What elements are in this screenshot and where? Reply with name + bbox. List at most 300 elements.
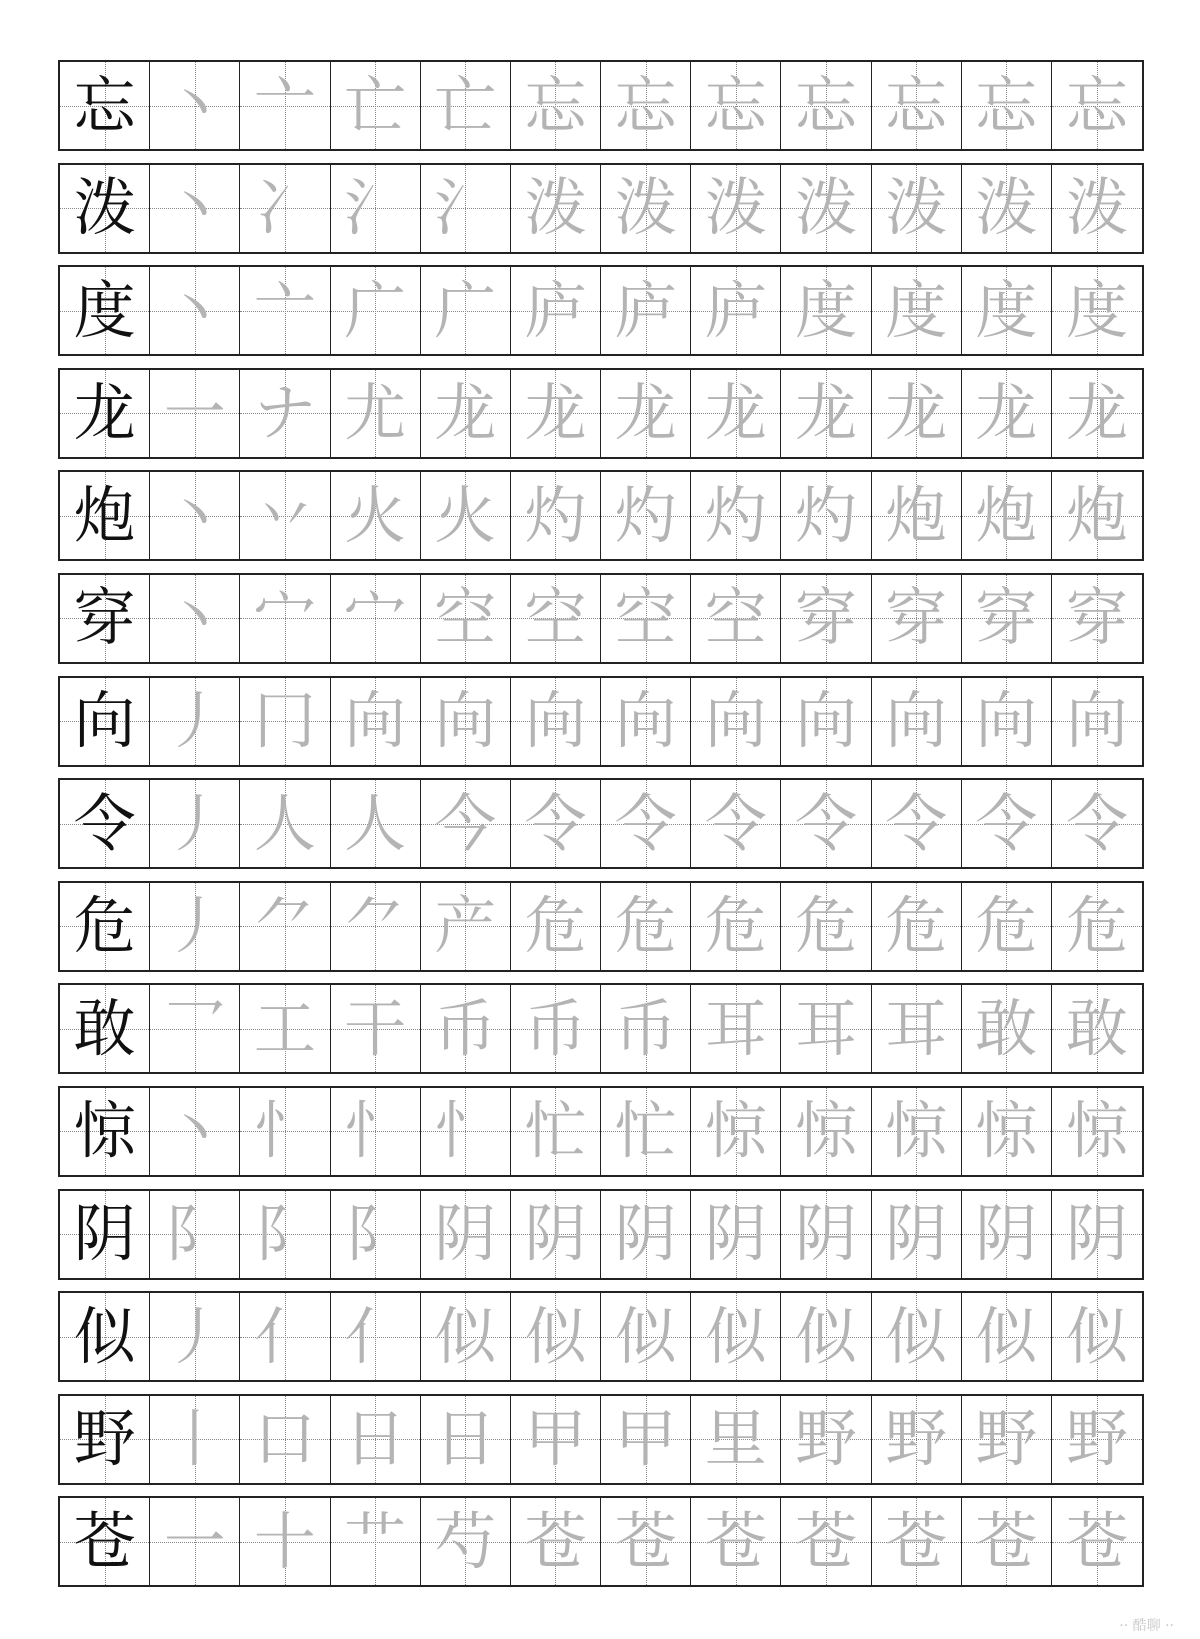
stroke-step-cell: [872, 370, 962, 457]
stroke-step-cell: [1052, 1293, 1142, 1380]
practice-row: [58, 60, 1144, 151]
stroke-step-glyph: 币: [434, 991, 497, 1065]
model-character: 忘: [73, 68, 136, 142]
stroke-step-cell: [240, 1191, 330, 1278]
practice-row: [58, 265, 1144, 356]
stroke-step-glyph: 忘: [1065, 68, 1128, 142]
stroke-step-glyph: 十: [253, 1504, 316, 1578]
stroke-step-glyph: 阴: [524, 1197, 587, 1271]
stroke-step-cell: [601, 62, 691, 149]
stroke-step-cell: [962, 370, 1052, 457]
stroke-step-cell: [872, 165, 962, 252]
stroke-step-glyph: 泼: [885, 171, 948, 245]
stroke-step-cell: [601, 472, 691, 559]
stroke-step-cell: [331, 1498, 421, 1585]
stroke-step-cell: [601, 883, 691, 970]
stroke-step-cell: [872, 1088, 962, 1175]
stroke-step-cell: [511, 62, 601, 149]
model-character-cell: [60, 267, 150, 354]
stroke-step-cell: [872, 1498, 962, 1585]
stroke-step-glyph: 灼: [614, 478, 677, 552]
stroke-step-cell: [962, 267, 1052, 354]
stroke-step-glyph: 火: [434, 478, 497, 552]
stroke-step-glyph: 人: [344, 786, 407, 860]
stroke-step-glyph: 惊: [975, 1094, 1038, 1168]
stroke-step-glyph: 空: [524, 581, 587, 655]
stroke-step-glyph: 阝: [253, 1197, 316, 1271]
stroke-step-glyph: 苍: [794, 1504, 857, 1578]
stroke-step-cell: [1052, 780, 1142, 867]
stroke-step-cell: [781, 678, 871, 765]
stroke-step-cell: [421, 62, 511, 149]
stroke-step-cell: [240, 1293, 330, 1380]
stroke-step-glyph: 灼: [524, 478, 587, 552]
stroke-step-glyph: 宀: [344, 581, 407, 655]
model-character-cell: [60, 1191, 150, 1278]
stroke-step-glyph: 野: [1065, 1402, 1128, 1476]
model-character: 令: [73, 786, 136, 860]
stroke-step-cell: [150, 1191, 240, 1278]
stroke-step-cell: [421, 575, 511, 662]
practice-row: [58, 676, 1144, 767]
stroke-step-cell: [331, 370, 421, 457]
stroke-step-glyph: 忘: [794, 68, 857, 142]
stroke-step-cell: [421, 267, 511, 354]
stroke-step-glyph: ⺈: [344, 889, 407, 963]
stroke-step-glyph: 尤: [344, 376, 407, 450]
stroke-step-glyph: 亻: [344, 1299, 407, 1373]
stroke-step-glyph: 苍: [885, 1504, 948, 1578]
stroke-step-glyph: 苍: [524, 1504, 587, 1578]
stroke-step-glyph: 空: [704, 581, 767, 655]
practice-row: [58, 778, 1144, 869]
stroke-step-cell: [421, 780, 511, 867]
stroke-step-cell: [781, 883, 871, 970]
practice-row: [58, 881, 1144, 972]
stroke-step-cell: [1052, 1498, 1142, 1585]
stroke-step-cell: [331, 1088, 421, 1175]
stroke-step-cell: [421, 1396, 511, 1483]
stroke-step-glyph: 工: [253, 991, 316, 1065]
stroke-step-glyph: 冂: [253, 684, 316, 758]
stroke-step-glyph: 龙: [614, 376, 677, 450]
practice-row: [58, 1394, 1144, 1485]
stroke-step-cell: [601, 165, 691, 252]
stroke-step-cell: [601, 1293, 691, 1380]
stroke-step-cell: [691, 1396, 781, 1483]
practice-row: [58, 1189, 1144, 1280]
stroke-step-cell: [240, 985, 330, 1072]
stroke-step-cell: [872, 575, 962, 662]
stroke-step-cell: [962, 780, 1052, 867]
model-character-cell: [60, 1498, 150, 1585]
stroke-step-cell: [511, 1088, 601, 1175]
stroke-step-glyph: 庐: [524, 273, 587, 347]
stroke-step-cell: [962, 883, 1052, 970]
practice-row: [58, 1291, 1144, 1382]
stroke-step-cell: [691, 62, 781, 149]
stroke-step-cell: [1052, 1191, 1142, 1278]
stroke-step-glyph: 今: [434, 786, 497, 860]
model-character: 敢: [73, 991, 136, 1065]
stroke-step-cell: [331, 62, 421, 149]
model-character: 危: [73, 889, 136, 963]
stroke-step-cell: [691, 1088, 781, 1175]
stroke-step-glyph: 日: [344, 1402, 407, 1476]
stroke-step-cell: [240, 62, 330, 149]
stroke-step-glyph: 向: [704, 684, 767, 758]
stroke-step-cell: [691, 678, 781, 765]
model-character-cell: [60, 883, 150, 970]
stroke-step-glyph: 阝: [344, 1197, 407, 1271]
stroke-step-glyph: 忘: [614, 68, 677, 142]
model-character-cell: [60, 62, 150, 149]
stroke-step-cell: [691, 267, 781, 354]
stroke-step-cell: [150, 1396, 240, 1483]
stroke-step-glyph: 阴: [885, 1197, 948, 1271]
stroke-step-glyph: 危: [704, 889, 767, 963]
stroke-step-cell: [150, 883, 240, 970]
stroke-step-cell: [421, 1191, 511, 1278]
stroke-step-cell: [872, 1396, 962, 1483]
stroke-step-glyph: 惊: [794, 1094, 857, 1168]
stroke-step-glyph: 阝: [163, 1197, 226, 1271]
model-character: 似: [73, 1299, 136, 1373]
stroke-step-glyph: 龙: [704, 376, 767, 450]
stroke-step-cell: [240, 1396, 330, 1483]
stroke-step-glyph: 广: [434, 273, 497, 347]
stroke-step-cell: [601, 780, 691, 867]
stroke-step-cell: [691, 883, 781, 970]
stroke-step-glyph: 阴: [1065, 1197, 1128, 1271]
practice-row: [58, 368, 1144, 459]
stroke-step-cell: [150, 472, 240, 559]
stroke-step-cell: [421, 1088, 511, 1175]
stroke-step-cell: [872, 1293, 962, 1380]
stroke-step-cell: [691, 370, 781, 457]
stroke-step-cell: [331, 1396, 421, 1483]
practice-row: [58, 573, 1144, 664]
model-character-cell: [60, 985, 150, 1072]
stroke-step-glyph: 丿: [163, 684, 226, 758]
stroke-step-glyph: 野: [975, 1402, 1038, 1476]
model-character-cell: [60, 780, 150, 867]
stroke-step-glyph: 一: [163, 376, 226, 450]
stroke-step-cell: [511, 678, 601, 765]
stroke-step-cell: [421, 985, 511, 1072]
stroke-step-glyph: 向: [524, 684, 587, 758]
stroke-step-cell: [1052, 883, 1142, 970]
stroke-step-cell: [962, 1396, 1052, 1483]
stroke-step-cell: [781, 165, 871, 252]
stroke-step-glyph: 向: [1065, 684, 1128, 758]
stroke-step-glyph: 忘: [704, 68, 767, 142]
stroke-step-glyph: 龙: [524, 376, 587, 450]
stroke-step-cell: [601, 1191, 691, 1278]
practice-row: [58, 983, 1144, 1074]
stroke-step-cell: [601, 267, 691, 354]
stroke-step-glyph: 耳: [885, 991, 948, 1065]
stroke-step-glyph: 丿: [163, 1299, 226, 1373]
stroke-step-cell: [781, 1396, 871, 1483]
stroke-step-cell: [781, 370, 871, 457]
stroke-step-cell: [1052, 1396, 1142, 1483]
stroke-step-cell: [511, 1191, 601, 1278]
stroke-step-cell: [691, 165, 781, 252]
stroke-step-glyph: 阴: [794, 1197, 857, 1271]
stroke-step-cell: [601, 1498, 691, 1585]
stroke-step-cell: [331, 883, 421, 970]
stroke-step-cell: [240, 165, 330, 252]
stroke-step-glyph: 穿: [794, 581, 857, 655]
model-character: 阴: [73, 1197, 136, 1271]
stroke-step-glyph: 空: [434, 581, 497, 655]
stroke-step-glyph: 亻: [253, 1299, 316, 1373]
stroke-step-glyph: 丷: [253, 478, 316, 552]
stroke-step-glyph: 里: [704, 1402, 767, 1476]
model-character: 度: [73, 273, 136, 347]
stroke-step-glyph: 敢: [1065, 991, 1128, 1065]
stroke-step-cell: [511, 780, 601, 867]
stroke-step-glyph: 阴: [975, 1197, 1038, 1271]
stroke-step-cell: [511, 370, 601, 457]
stroke-step-glyph: 亠: [253, 273, 316, 347]
stroke-step-glyph: 似: [1065, 1299, 1128, 1373]
stroke-step-glyph: 似: [975, 1299, 1038, 1373]
stroke-step-glyph: 人: [253, 786, 316, 860]
stroke-step-glyph: 庐: [704, 273, 767, 347]
stroke-step-cell: [781, 575, 871, 662]
stroke-step-glyph: 苍: [614, 1504, 677, 1578]
stroke-step-glyph: 丶: [163, 581, 226, 655]
stroke-step-cell: [331, 1191, 421, 1278]
model-character: 泼: [73, 171, 136, 245]
stroke-step-cell: [511, 1293, 601, 1380]
stroke-step-cell: [331, 780, 421, 867]
model-character: 穿: [73, 581, 136, 655]
stroke-step-cell: [150, 678, 240, 765]
stroke-step-glyph: 亠: [253, 68, 316, 142]
stroke-step-glyph: 亡: [434, 68, 497, 142]
stroke-step-glyph: 亡: [344, 68, 407, 142]
stroke-step-cell: [511, 165, 601, 252]
stroke-step-glyph: 苍: [704, 1504, 767, 1578]
stroke-step-cell: [1052, 1088, 1142, 1175]
stroke-step-glyph: 忄: [434, 1094, 497, 1168]
stroke-step-cell: [150, 1498, 240, 1585]
stroke-step-glyph: 甲: [524, 1402, 587, 1476]
stroke-step-glyph: 泼: [975, 171, 1038, 245]
stroke-step-glyph: ⺈: [253, 889, 316, 963]
stroke-step-glyph: 忘: [885, 68, 948, 142]
practice-row: [58, 1086, 1144, 1177]
practice-row: [58, 1496, 1144, 1587]
stroke-step-cell: [331, 165, 421, 252]
stroke-step-cell: [962, 985, 1052, 1072]
stroke-step-glyph: 广: [344, 273, 407, 347]
stroke-step-glyph: 忄: [253, 1094, 316, 1168]
stroke-step-glyph: 阴: [614, 1197, 677, 1271]
stroke-step-glyph: 口: [253, 1402, 316, 1476]
stroke-step-glyph: 芍: [434, 1504, 497, 1578]
stroke-step-glyph: 币: [614, 991, 677, 1065]
stroke-step-glyph: 丶: [163, 478, 226, 552]
stroke-step-cell: [150, 1088, 240, 1175]
stroke-step-glyph: 苍: [975, 1504, 1038, 1578]
stroke-step-glyph: 灼: [794, 478, 857, 552]
stroke-step-glyph: 泼: [524, 171, 587, 245]
stroke-step-glyph: 丶: [163, 68, 226, 142]
stroke-step-cell: [781, 62, 871, 149]
stroke-step-glyph: 龙: [975, 376, 1038, 450]
stroke-step-glyph: 一: [163, 1504, 226, 1578]
stroke-step-cell: [781, 1088, 871, 1175]
stroke-step-cell: [240, 1088, 330, 1175]
stroke-step-glyph: 泼: [794, 171, 857, 245]
stroke-step-cell: [1052, 370, 1142, 457]
stroke-step-glyph: 野: [794, 1402, 857, 1476]
model-character-cell: [60, 370, 150, 457]
stroke-step-glyph: 向: [885, 684, 948, 758]
stroke-step-cell: [240, 370, 330, 457]
model-character-cell: [60, 1088, 150, 1175]
stroke-step-cell: [150, 1293, 240, 1380]
stroke-step-glyph: ナ: [253, 376, 316, 450]
stroke-step-glyph: 忄: [344, 1094, 407, 1168]
stroke-step-cell: [421, 1293, 511, 1380]
stroke-step-glyph: 惊: [704, 1094, 767, 1168]
practice-row: [58, 470, 1144, 561]
stroke-step-glyph: 甲: [614, 1402, 677, 1476]
stroke-step-glyph: 丶: [163, 171, 226, 245]
model-character: 苍: [73, 1504, 136, 1578]
stroke-step-cell: [331, 985, 421, 1072]
stroke-step-cell: [872, 472, 962, 559]
stroke-step-cell: [240, 883, 330, 970]
stroke-step-glyph: 丿: [163, 889, 226, 963]
stroke-step-cell: [421, 370, 511, 457]
practice-row: [58, 163, 1144, 254]
stroke-step-cell: [781, 780, 871, 867]
stroke-step-glyph: 龙: [885, 376, 948, 450]
stroke-step-cell: [962, 1498, 1052, 1585]
stroke-step-glyph: 忘: [975, 68, 1038, 142]
stroke-step-glyph: 似: [524, 1299, 587, 1373]
stroke-step-cell: [872, 1191, 962, 1278]
stroke-step-glyph: 似: [704, 1299, 767, 1373]
stroke-step-glyph: 危: [794, 889, 857, 963]
stroke-step-glyph: 丨: [163, 1402, 226, 1476]
stroke-step-cell: [511, 883, 601, 970]
stroke-step-glyph: 忙: [524, 1094, 587, 1168]
stroke-step-glyph: 艹: [344, 1504, 407, 1578]
stroke-step-glyph: 度: [975, 273, 1038, 347]
stroke-step-cell: [240, 267, 330, 354]
stroke-step-glyph: 忘: [524, 68, 587, 142]
stroke-step-glyph: 令: [704, 786, 767, 860]
stroke-step-cell: [421, 678, 511, 765]
stroke-step-glyph: 龙: [434, 376, 497, 450]
stroke-step-cell: [240, 1498, 330, 1585]
stroke-step-cell: [872, 267, 962, 354]
stroke-step-glyph: 丿: [163, 786, 226, 860]
stroke-step-cell: [962, 1191, 1052, 1278]
stroke-step-glyph: 穿: [975, 581, 1038, 655]
model-character-cell: [60, 1293, 150, 1380]
stroke-step-cell: [691, 1191, 781, 1278]
stroke-step-cell: [421, 883, 511, 970]
stroke-step-cell: [962, 1088, 1052, 1175]
stroke-step-glyph: 丶: [163, 1094, 226, 1168]
stroke-step-glyph: 日: [434, 1402, 497, 1476]
stroke-step-cell: [150, 370, 240, 457]
stroke-step-cell: [962, 678, 1052, 765]
watermark: ·· 酷聊 ··: [1119, 1618, 1174, 1634]
model-character-cell: [60, 1396, 150, 1483]
stroke-step-cell: [421, 165, 511, 252]
stroke-step-glyph: 向: [794, 684, 857, 758]
stroke-step-cell: [421, 1498, 511, 1585]
stroke-step-cell: [601, 985, 691, 1072]
stroke-step-glyph: 似: [794, 1299, 857, 1373]
stroke-step-cell: [1052, 62, 1142, 149]
stroke-step-cell: [872, 985, 962, 1072]
model-character: 向: [73, 684, 136, 758]
stroke-step-cell: [150, 780, 240, 867]
stroke-step-cell: [331, 678, 421, 765]
stroke-step-glyph: 向: [344, 684, 407, 758]
stroke-step-cell: [781, 1191, 871, 1278]
stroke-step-cell: [421, 472, 511, 559]
model-character: 炮: [73, 478, 136, 552]
stroke-step-glyph: 乛: [163, 991, 226, 1065]
stroke-step-cell: [511, 575, 601, 662]
stroke-step-glyph: 炮: [1065, 478, 1128, 552]
stroke-step-cell: [872, 678, 962, 765]
stroke-step-glyph: 危: [975, 889, 1038, 963]
stroke-step-cell: [150, 985, 240, 1072]
stroke-step-glyph: 惊: [885, 1094, 948, 1168]
stroke-step-cell: [150, 267, 240, 354]
stroke-step-cell: [240, 678, 330, 765]
stroke-step-cell: [691, 780, 781, 867]
stroke-step-glyph: 度: [1065, 273, 1128, 347]
stroke-step-glyph: 苍: [1065, 1504, 1128, 1578]
stroke-step-glyph: 令: [524, 786, 587, 860]
stroke-step-cell: [601, 575, 691, 662]
stroke-step-glyph: 令: [975, 786, 1038, 860]
stroke-step-glyph: 危: [1065, 889, 1128, 963]
stroke-step-cell: [1052, 267, 1142, 354]
stroke-step-cell: [601, 678, 691, 765]
stroke-step-glyph: 惊: [1065, 1094, 1128, 1168]
stroke-step-cell: [962, 165, 1052, 252]
stroke-step-cell: [781, 1293, 871, 1380]
stroke-step-cell: [872, 62, 962, 149]
model-character: 惊: [73, 1094, 136, 1168]
stroke-step-cell: [601, 370, 691, 457]
stroke-step-glyph: 忙: [614, 1094, 677, 1168]
stroke-step-cell: [962, 62, 1052, 149]
stroke-step-cell: [150, 575, 240, 662]
stroke-step-cell: [601, 1396, 691, 1483]
stroke-step-cell: [781, 1498, 871, 1585]
stroke-step-cell: [691, 1293, 781, 1380]
stroke-step-cell: [240, 780, 330, 867]
stroke-step-cell: [331, 1293, 421, 1380]
stroke-step-glyph: 敢: [975, 991, 1038, 1065]
stroke-step-cell: [781, 267, 871, 354]
